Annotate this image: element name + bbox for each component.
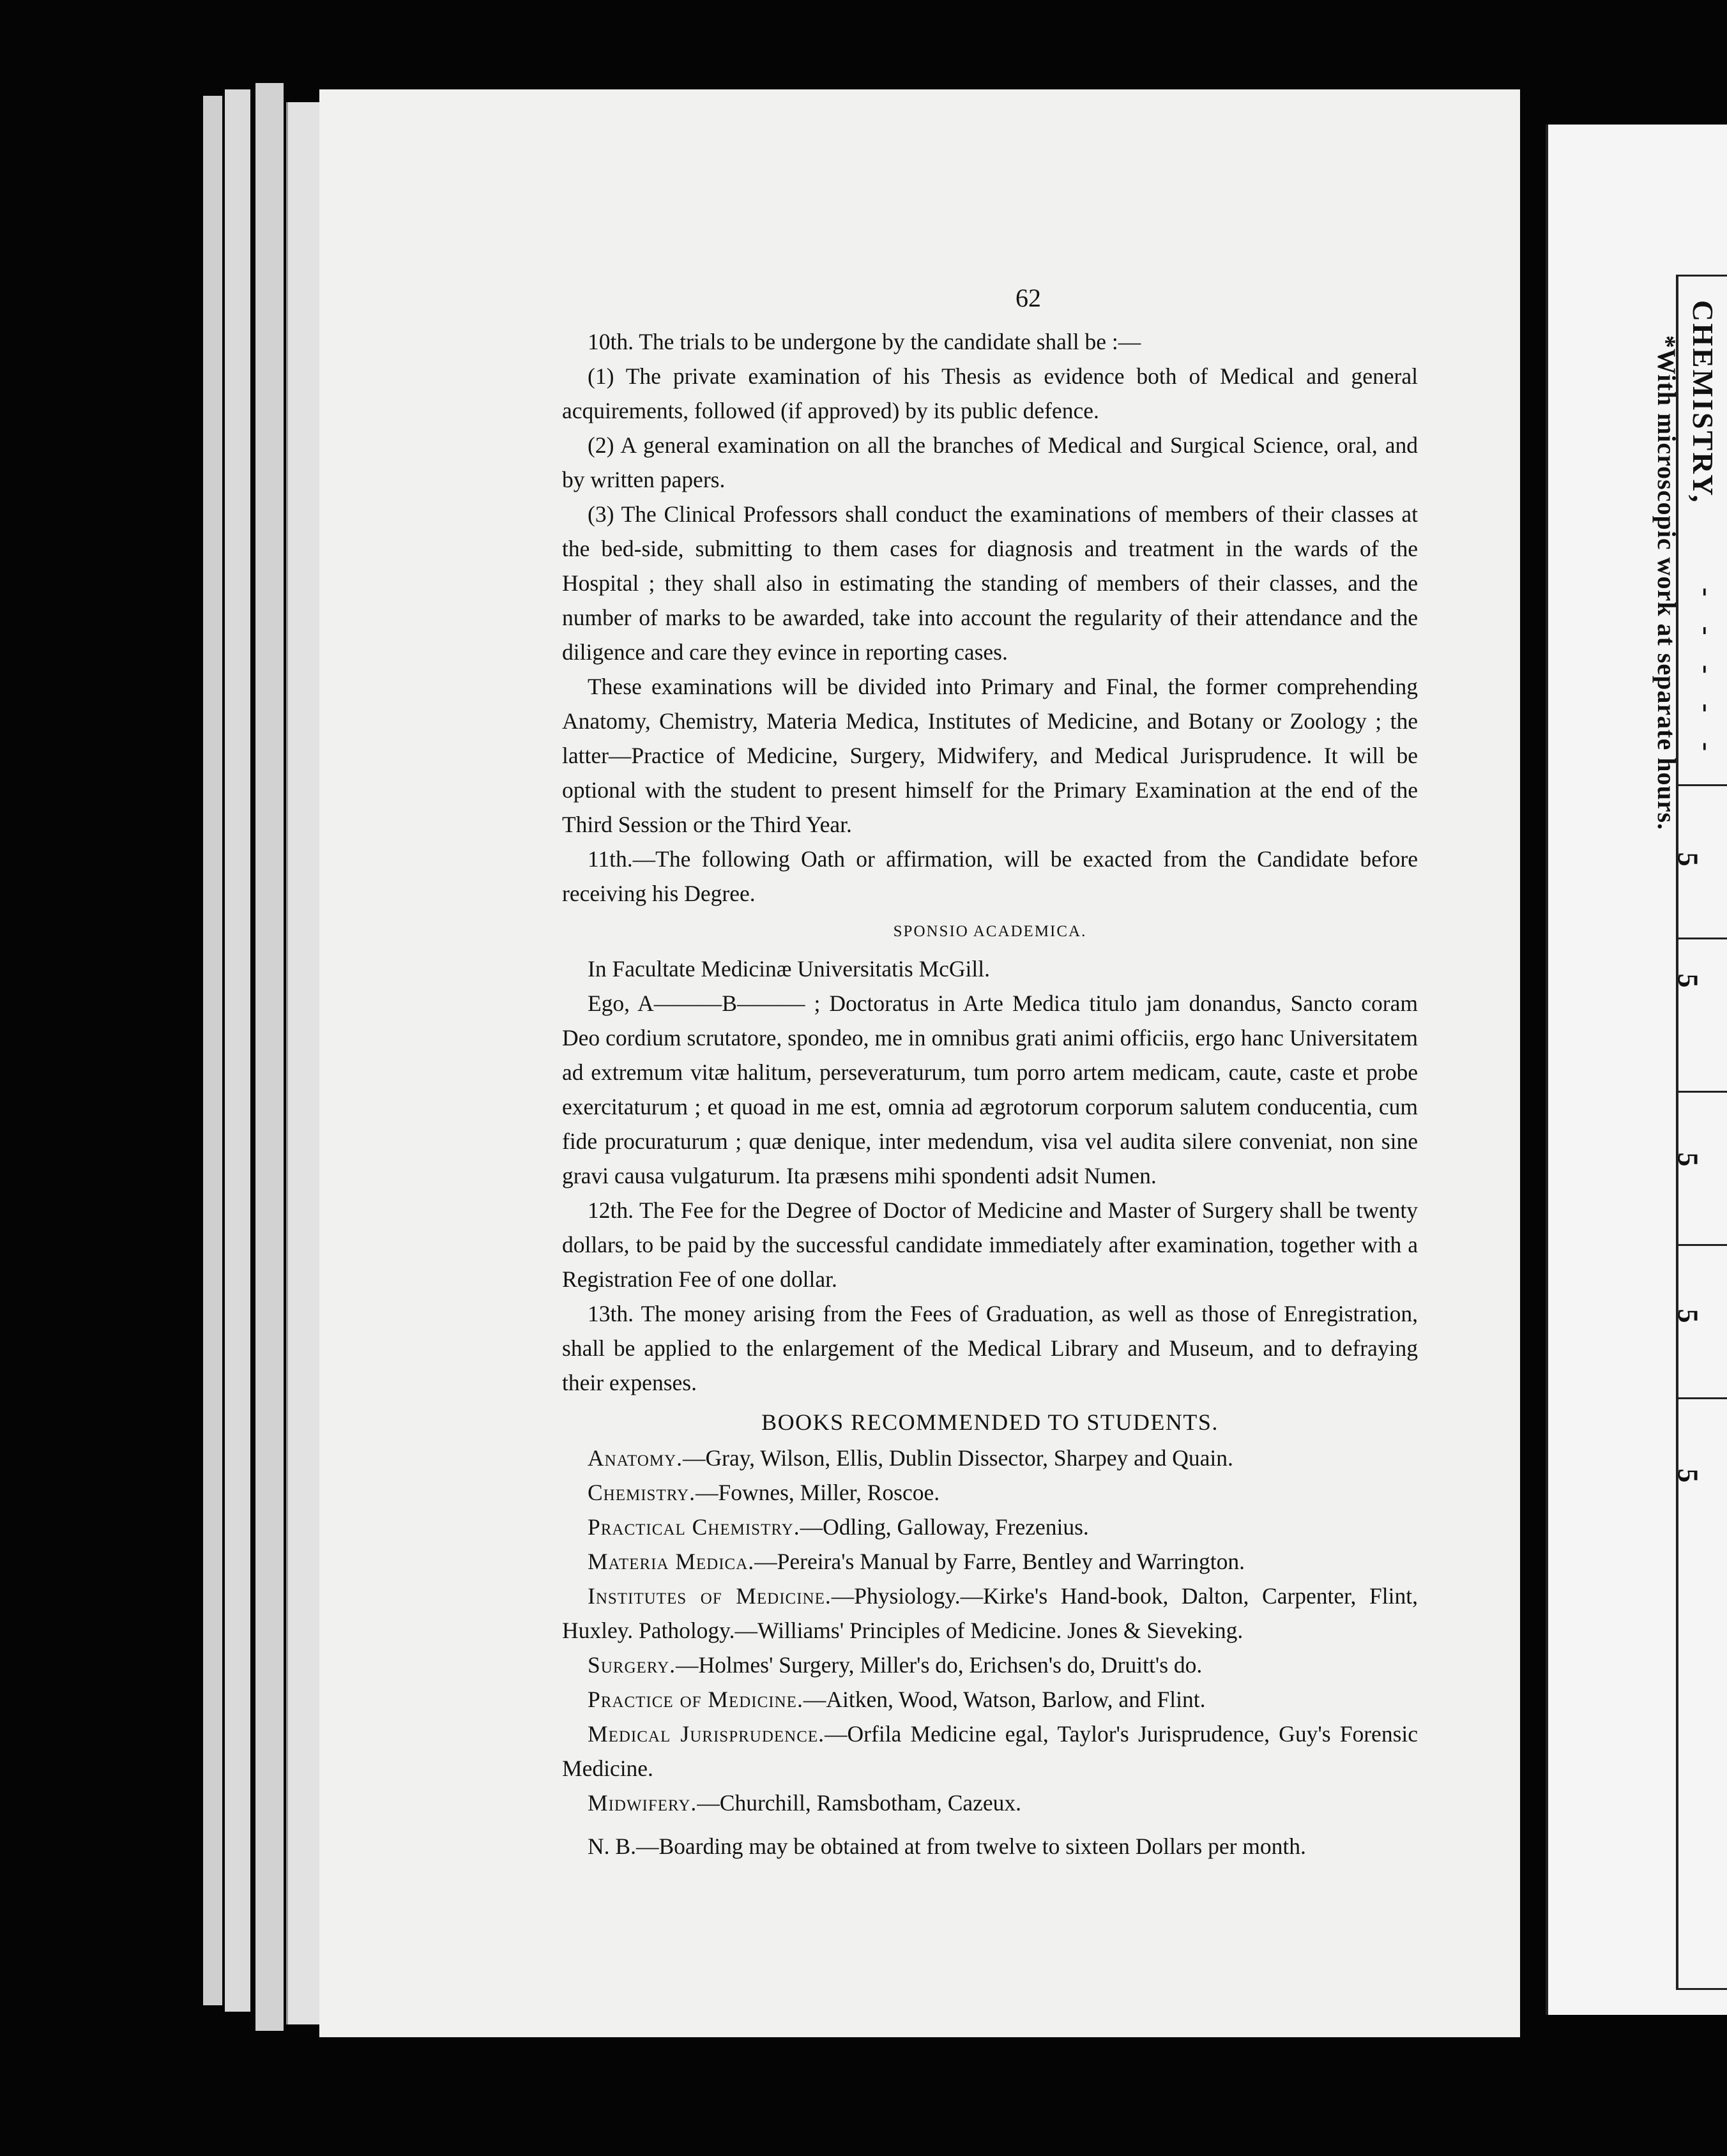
book-subject: Surgery. [588, 1652, 676, 1678]
book-entry [562, 1510, 1418, 1544]
book-edge [286, 102, 320, 2024]
sheet-heading: CHEMISTRY, [1687, 300, 1719, 505]
book-entry [562, 1682, 1418, 1717]
table-rule [1678, 938, 1727, 939]
books-heading: BOOKS RECOMMENDED TO STUDENTS. [761, 1409, 1219, 1435]
book-subject: Chemistry. [588, 1480, 696, 1505]
book-entry [562, 1475, 1418, 1510]
paragraph: (1) The private examination of his Thesis as evidence both of Medical and general acquirements, followed (if approved) by its public defence. [562, 363, 1418, 423]
book-titles: —Gray, Wilson, Ellis, Dublin Dissector, Sharpey and Quain. [683, 1445, 1233, 1471]
paragraph: Ego, A———B——— ; Doctoratus in Arte Medica titulo jam donandus, Sancto coram Deo cordium scrutatore, spondeo, me in omnibus grati animi officiis, ergo hanc Universitatem ad extremum vitæ halitum, perseveraturum, tum porro artem medicam, caute, caste et probe exercitaturum ; et quoad in me est, omnia ad ægrotorum corporum salutem conducentia, cum fide procuraturum ; quæ denique, inter medendum, visa vel audita silere conveniat, non sine gravi causa vulgaturum. Ita præsens mihi spondenti adsit Numen. [562, 991, 1418, 1188]
paragraph: In Facultate Medicinæ Universitatis McGill. [588, 956, 991, 982]
sponsio-heading: SPONSIO ACADEMICA. [893, 923, 1087, 940]
book-subject: Practice of Medicine. [588, 1687, 803, 1712]
book-entry [562, 1717, 1418, 1786]
book-entry [562, 1441, 1418, 1475]
regulation-paragraphs [562, 324, 1418, 911]
book-titles: —Aitken, Wood, Watson, Barlow, and Flint. [803, 1687, 1206, 1712]
sheet-dashes: - - - - - [1692, 588, 1721, 763]
page-number: 62 [1016, 284, 1041, 312]
book-titles: —Churchill, Ramsbotham, Cazeux. [697, 1790, 1022, 1816]
book-entry [562, 1579, 1418, 1648]
book-subject: Medical Jurisprudence. [588, 1721, 825, 1747]
sheet-value: 5 [1672, 1152, 1704, 1167]
book-page [319, 89, 1520, 2037]
book-edge [203, 96, 222, 2005]
book-subject: Anatomy. [588, 1445, 683, 1471]
book-edge [255, 83, 284, 2031]
sheet-value: 5 [1672, 973, 1704, 988]
sheet-value: 5 [1672, 1468, 1704, 1483]
book-titles: —Physiology.—Kirke's Hand-book, Dalton, Carpenter, Flint, Huxley. Pathology.—Williams' Principles of Medicine. Jones & Sieveking. [562, 1583, 1418, 1643]
table-rule [1678, 1397, 1727, 1399]
book-subject: Institutes of Medicine. [588, 1583, 832, 1609]
table-rule [1678, 1091, 1727, 1093]
paragraph: 12th. The Fee for the Degree of Doctor of Medicine and Master of Surgery shall be twenty dollars, to be paid by the successful candidate immediately after examination, together with a Registration Fee of one dollar. [562, 1197, 1418, 1292]
book-titles: —Odling, Galloway, Frezenius. [800, 1514, 1089, 1540]
book-edge [225, 89, 250, 2012]
book-titles: —Holmes' Surgery, Miller's do, Erichsen's do, Druitt's do. [676, 1652, 1203, 1678]
paragraph: 10th. The trials to be undergone by the candidate shall be :— [588, 329, 1141, 354]
table-rule [1678, 784, 1727, 786]
book-entry [562, 1648, 1418, 1682]
sheet-value: 5 [1672, 1309, 1704, 1323]
book-subject: Materia Medica. [588, 1549, 755, 1574]
paragraph: (2) A general examination on all the branches of Medical and Surgical Science, oral, and by written papers. [562, 432, 1418, 492]
paragraph: 13th. The money arising from the Fees of Graduation, as well as those of Enregistration, shall be applied to the enlargement of the Medical Library and Museum, and to defraying their expenses. [562, 1301, 1418, 1395]
paragraph: These examinations will be divided into Primary and Final, the former comprehending Anatomy, Chemistry, Materia Medica, Institutes of Medicine, and Botany or Zoology ; the latter—Practice of Medicine, Surgery, Midwifery, and Medical Jurisprudence. It will be optional with the student to present himself for the Primary Examination at the end of the Third Session or the Third Year. [562, 674, 1418, 837]
foldout-table [1676, 275, 1727, 1990]
book-entry [562, 1544, 1418, 1579]
sheet-note: *With microscopic work at separate hours. [1652, 335, 1681, 831]
paragraph: (3) The Clinical Professors shall conduct the examinations of members of their classes at the bed-side, submitting to them cases for diagnosis and treatment in the wards of the Hospital ; they shall also in estimating the standing of members of their classes, and the number of marks to be awarded, take into account the regularity of their attendance and the diligence and care they evince in reporting cases. [562, 501, 1418, 665]
nb-note: N. B.—Boarding may be obtained at from twelve to sixteen Dollars per month. [588, 1833, 1306, 1859]
book-subject: Midwifery. [588, 1790, 697, 1816]
book-subject: Practical Chemistry. [588, 1514, 800, 1540]
book-titles: —Pereira's Manual by Farre, Bentley and Warrington. [754, 1549, 1245, 1574]
book-titles: —Orfila Medicine egal, Taylor's Jurisprudence, Guy's Forensic Medicine. [562, 1721, 1418, 1781]
oath-paragraphs [562, 952, 1418, 1400]
book-titles: —Fownes, Miller, Roscoe. [695, 1480, 940, 1505]
table-rule [1678, 1244, 1727, 1246]
sheet-value: 5 [1672, 852, 1704, 867]
books-list [562, 1441, 1418, 1820]
paragraph: 11th.—The following Oath or affirmation, will be exacted from the Candidate before receiving his Degree. [562, 846, 1418, 906]
page-text-block [562, 281, 1418, 1864]
book-entry [562, 1786, 1418, 1820]
